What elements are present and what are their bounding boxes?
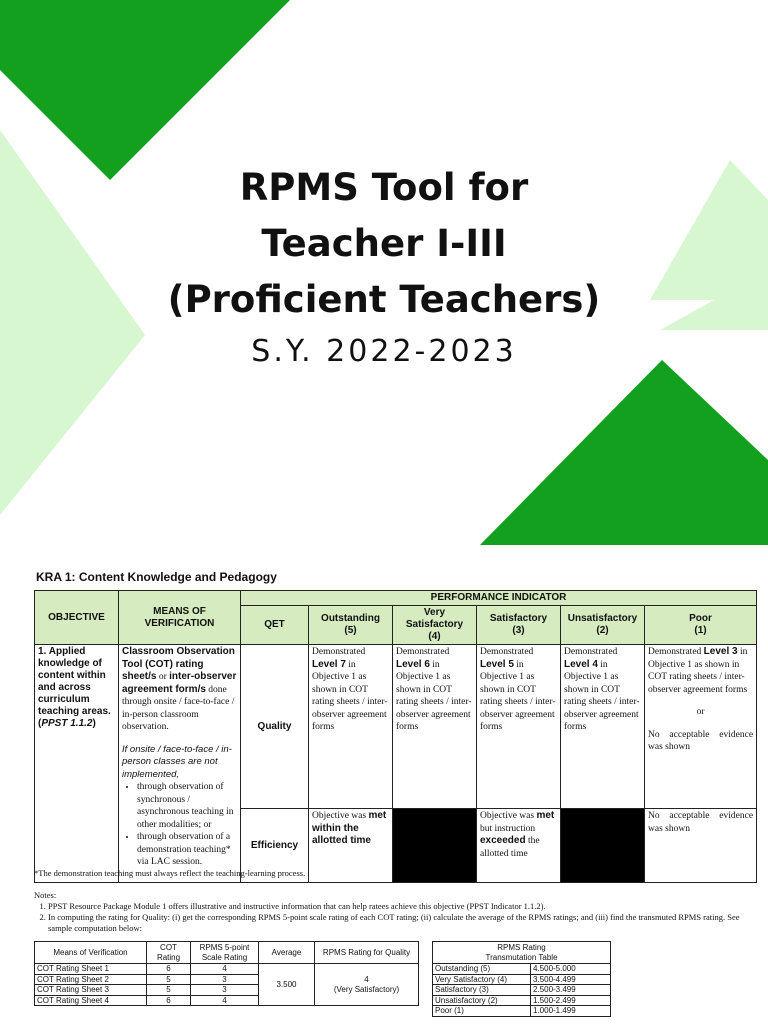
trans-label: Unsatisfactory (2) bbox=[433, 995, 531, 1006]
note-item: 1. PPST Resource Package Module 1 offers illustrative and instructive information that can help ratees achieve this objective (PPST Indicator 1.1.2). bbox=[48, 901, 756, 912]
comp-quality: 4 (Very Satisfactory) bbox=[315, 964, 419, 1006]
quality-very-satisfactory: Demonstrated Level 6 in Objective 1 as shown in COT rating sheets / inter-observer agreement forms bbox=[393, 645, 477, 809]
notes-list bbox=[34, 901, 756, 934]
scale-header-very-satisfactory: Very Satisfactory (4) bbox=[393, 606, 477, 645]
comp-header-rpms: RPMS 5-point Scale Rating bbox=[191, 942, 259, 964]
notes-title: Notes: bbox=[34, 890, 57, 900]
sample-computation-table bbox=[34, 941, 419, 1006]
school-year: S.Y. 2022-2023 bbox=[251, 334, 517, 369]
trans-label: Poor (1) bbox=[433, 1006, 531, 1017]
cover-title-block bbox=[0, 160, 768, 369]
quality-poor-or: or bbox=[696, 707, 705, 717]
comp-average: 3.500 bbox=[259, 964, 315, 1006]
quality-poor-no-evidence: No acceptable evidence was shown bbox=[648, 729, 754, 752]
trans-range: 1.500-2.499 bbox=[531, 995, 611, 1006]
trans-range: 3.500-4.499 bbox=[531, 974, 611, 985]
efficiency-very-satisfactory-blank bbox=[393, 809, 477, 883]
trans-range: 1.000-1.499 bbox=[531, 1006, 611, 1017]
efficiency-label: Efficiency bbox=[241, 809, 309, 883]
comp-cot: 6 bbox=[147, 995, 191, 1006]
comp-cot: 5 bbox=[147, 974, 191, 985]
efficiency-unsatisfactory-blank bbox=[561, 809, 645, 883]
comp-header-quality: RPMS Rating for Quality bbox=[315, 942, 419, 964]
comp-mov: COT Rating Sheet 4 bbox=[35, 995, 147, 1006]
comp-mov: COT Rating Sheet 2 bbox=[35, 974, 147, 985]
scale-header-outstanding: Outstanding (5) bbox=[309, 606, 393, 645]
comp-cot: 5 bbox=[147, 985, 191, 996]
efficiency-outstanding: Objective was met within the allotted time bbox=[309, 809, 393, 883]
mov-header: MEANS OF VERIFICATION bbox=[119, 591, 241, 645]
cover-title-line-2: Teacher I-III bbox=[261, 222, 507, 265]
trans-label: Outstanding (5) bbox=[433, 964, 531, 975]
comp-cot: 6 bbox=[147, 964, 191, 975]
mov-bullet: • through observation of synchronous / asynchronous teaching in other modalities; or bbox=[137, 781, 237, 831]
scale-header-satisfactory: Satisfactory (3) bbox=[477, 606, 561, 645]
quality-label: Quality bbox=[241, 645, 309, 809]
trans-range: 2.500-3.499 bbox=[531, 985, 611, 996]
bottom-right-dark-triangle bbox=[480, 360, 768, 545]
mov-bullet: • through observation of a demonstration teaching* via LAC session. bbox=[137, 831, 237, 869]
scale-header-poor: Poor (1) bbox=[645, 606, 757, 645]
quality-outstanding: Demonstrated Level 7 in Objective 1 as shown in COT rating sheets / inter-observer agreement forms bbox=[309, 645, 393, 809]
objective-cell: 1. Applied knowledge of content within and across curriculum teaching areas. (PPST 1.1.2) bbox=[35, 645, 119, 883]
comp-header-average: Average bbox=[259, 942, 315, 964]
comp-rpms: 4 bbox=[191, 995, 259, 1006]
mov-cell: Classroom Observation Tool (COT) rating sheet/s or inter-observer agreement form/s done through onsite / face-to-face / in-person classroom observation. If onsite / face-to-face / in- person classes are not implemented, • through observation of synchronous / asynchronous teaching in other modalities; or • through observation of a demonstration teaching* via LAC session. bbox=[119, 645, 241, 883]
performance-indicator-header: PERFORMANCE INDICATOR bbox=[241, 591, 757, 606]
cover-title-line-1: RPMS Tool for bbox=[239, 166, 529, 209]
qet-header: QET bbox=[241, 606, 309, 645]
efficiency-satisfactory: Objective was met but instruction exceeded the allotted time bbox=[477, 809, 561, 883]
objective-header: OBJECTIVE bbox=[35, 591, 119, 645]
quality-poor: Demonstrated Level 3 in Objective 1 as shown in COT rating sheets / inter-observer agreement forms or No acceptable evidence was shown bbox=[645, 645, 757, 809]
notes bbox=[34, 890, 756, 934]
trans-label: Satisfactory (3) bbox=[433, 985, 531, 996]
top-left-dark-triangle bbox=[0, 0, 290, 180]
quality-satisfactory: Demonstrated Level 5 in Objective 1 as shown in COT rating sheets / inter-observer agreement forms bbox=[477, 645, 561, 809]
kra-title: KRA 1: Content Knowledge and Pedagogy bbox=[36, 570, 277, 584]
comp-rpms: 4 bbox=[191, 964, 259, 975]
trans-label: Very Satisfactory (4) bbox=[433, 974, 531, 985]
quality-unsatisfactory: Demonstrated Level 4 in Objective 1 as shown in COT rating sheets / inter-observer agreement forms bbox=[561, 645, 645, 809]
comp-header-mov: Means of Verification bbox=[35, 942, 147, 964]
transmutation-table bbox=[432, 941, 611, 1017]
transmutation-title: RPMS Rating Transmutation Table bbox=[433, 942, 611, 964]
trans-range: 4.500-5.000 bbox=[531, 964, 611, 975]
cover-title-line-3: (Proficient Teachers) bbox=[167, 278, 601, 321]
mov-bullets bbox=[122, 781, 237, 869]
rpms-table bbox=[34, 590, 757, 883]
scale-header-unsatisfactory: Unsatisfactory (2) bbox=[561, 606, 645, 645]
comp-rpms: 3 bbox=[191, 985, 259, 996]
note-item: 2. In computing the rating for Quality: (i) get the corresponding RPMS 5-point scale rating of each COT rating; (ii) calculate the average of the RPMS ratings; and (iii) find the transmuted RPMS rating. See sample computation below: bbox=[48, 912, 756, 934]
efficiency-poor: No acceptable evidence was shown bbox=[645, 809, 757, 883]
comp-mov: COT Rating Sheet 1 bbox=[35, 964, 147, 975]
comp-header-cot: COT Rating bbox=[147, 942, 191, 964]
comp-rpms: 3 bbox=[191, 974, 259, 985]
comp-mov: COT Rating Sheet 3 bbox=[35, 985, 147, 996]
footnote: *The demonstration teaching must always reflect the teaching-learning process. bbox=[34, 868, 306, 878]
